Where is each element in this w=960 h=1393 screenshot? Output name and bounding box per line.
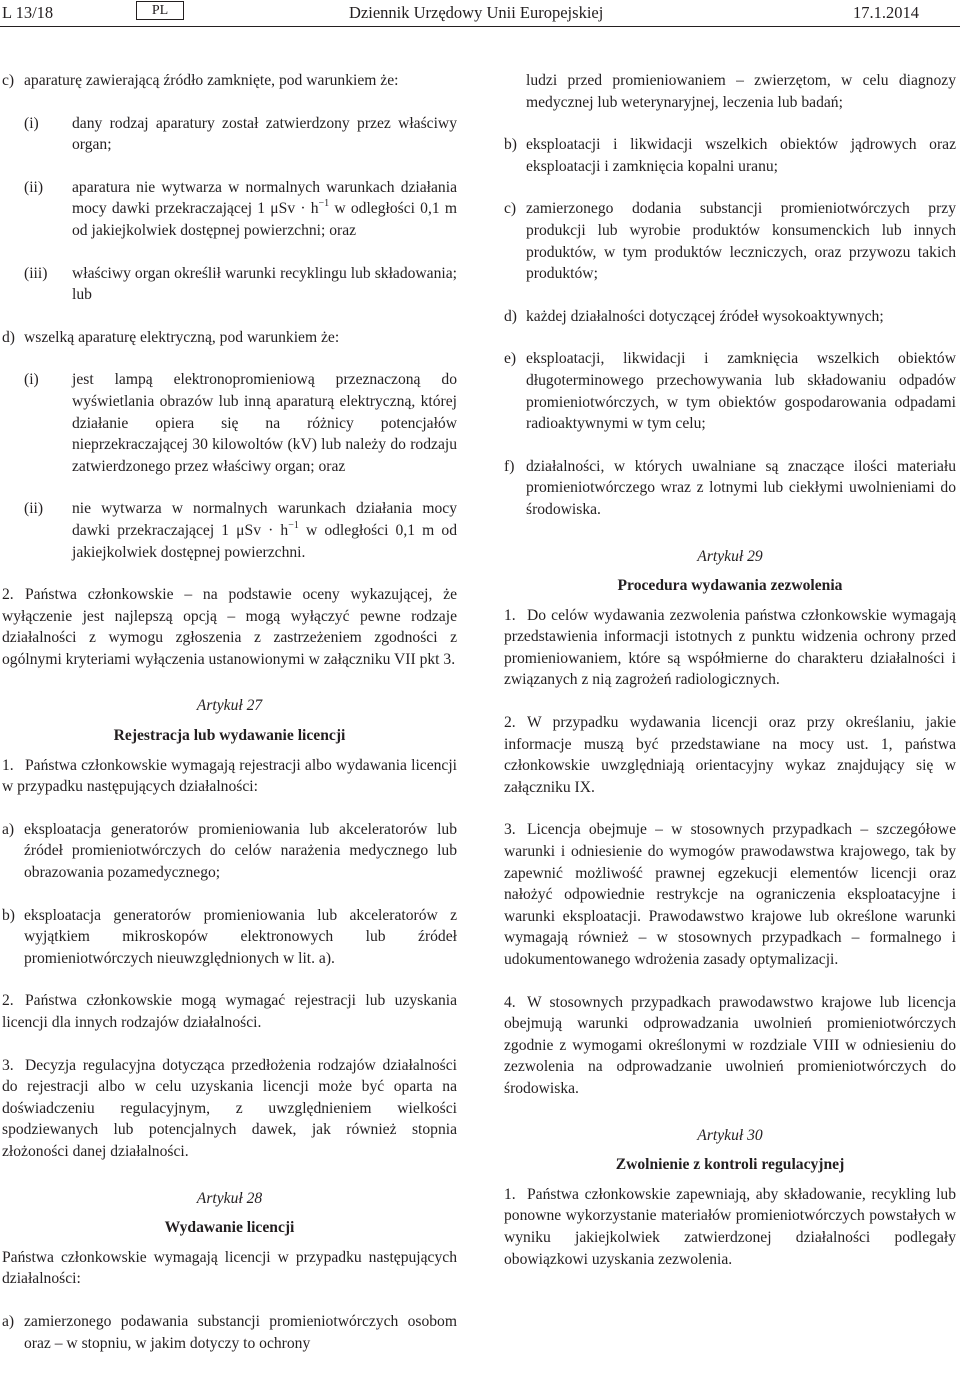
article-29-number: Artykuł 29 bbox=[697, 547, 763, 565]
item-text: eksploatacji, likwidacji i zamknięcia wszelkich obiektów długoterminowego przechowywania lub składowaniu odpadów promieniotwórczych, w tym obiektów gospodarowania odpadami radioaktywnymi w tym celu; bbox=[526, 350, 956, 433]
paragraph-text: Licencja obejmuje – w stosownych przypadkach – szczegółowe warunki i odniesienie do wymogów prawodawstwa krajowego, tak by zapewnić możliwość prawnej egzekucji elementów licencji oraz nałożyć odpowiednie restrykcje na ograniczenia eksploatacyjne i warunki eksploatacji. Prawodawstwo krajowe lub określone warunki wymagają również – w stosownych przypadkach – formalnego i udokumentowanego wdrożenia zasady optymalizacji. bbox=[504, 821, 956, 968]
exponent: −1 bbox=[288, 519, 299, 531]
right-column bbox=[504, 70, 956, 1270]
paragraph-text: Decyzja regulacyjna dotycząca przedłożenia rodzajów działalności do rejestracji albo w celu uzyskania licencji może być oparta na doświadczeniu regulacyjnym, z uwzględnieniem wielkości spodziewanych lub potencjalnych dawek, jak również stopnia złożoności danej działalności. bbox=[2, 1056, 457, 1160]
article-28-number: Artykuł 28 bbox=[196, 1189, 263, 1207]
article-27-paragraph-2 bbox=[2, 990, 457, 1033]
item-c bbox=[2, 70, 457, 92]
article-29-title: Procedura wydawania zezwolenia bbox=[617, 577, 843, 595]
page-header bbox=[0, 0, 960, 26]
article-30-paragraph-1 bbox=[504, 1184, 956, 1270]
article-29-paragraph-1 bbox=[504, 605, 956, 691]
subitem-text-cont: w odległości 0,1 m od jakiejkolwiek dostępnej powierzchni. bbox=[72, 521, 457, 561]
article-28-item-d bbox=[504, 306, 956, 328]
journal-title: Dziennik Urzędowy Unii Europejskiej bbox=[349, 3, 604, 22]
paragraph-number: 3. bbox=[2, 1056, 14, 1074]
article-29-paragraph-3 bbox=[504, 819, 956, 970]
article-28-item-a bbox=[2, 1311, 457, 1354]
subitem-label: (ii) bbox=[24, 178, 44, 196]
paragraph-text: W przypadku wydawania licencji oraz przy określaniu, jakie informacje muszą być przedstawiane na mocy ust. 1, państwa członkowskie uwzględniają orientacyjny wykaz znajdujący się w załączniku IX. bbox=[504, 714, 956, 796]
subitem-c-ii bbox=[24, 177, 457, 242]
article-27-item-a bbox=[2, 819, 457, 884]
item-text: działalności, w których uwalniane są znaczące ilości materiału promieniotwórczego wraz z lotnymi lub ciekłymi uwolnieniami do środowiska. bbox=[526, 457, 956, 518]
paragraph-number: 1. bbox=[2, 756, 14, 774]
header-rule bbox=[0, 26, 960, 27]
subitem-label: (i) bbox=[24, 114, 39, 132]
article-28-title: Wydawanie licencji bbox=[164, 1219, 295, 1237]
article-28-item-a-continued: ludzi przed promieniowaniem – zwierzętom, w celu diagnozy medycznej lub weterynaryjnej, leczenia lub badań; bbox=[526, 72, 956, 111]
item-text: wszelką aparaturę elektryczną, pod warunkiem że: bbox=[24, 328, 340, 346]
article-28-item-b bbox=[504, 134, 956, 177]
item-text: eksploatacja generatorów promieniowania lub akceleratorów lub źródeł promieniotwórczych do celów narażenia medycznego lub obrazowania pozamedycznego; bbox=[24, 820, 457, 882]
item-label: c) bbox=[504, 200, 517, 218]
subitem-label: (iii) bbox=[24, 264, 48, 282]
subitem-label: (ii) bbox=[24, 500, 44, 518]
article-27-number: Artykuł 27 bbox=[196, 697, 263, 715]
article-28-item-f bbox=[504, 456, 956, 521]
left-column bbox=[2, 70, 457, 1354]
article-28-item-c bbox=[504, 198, 956, 284]
subitem-text: jest lampą elektronopromieniową przeznaczoną do wyświetlania obrazów lub inną aparaturą elektryczną, której działanie opiera się na różnicy potencjałów nieprzekraczającej 30 kilowoltów (kV) lub należy do rodzaju zatwierdzonego przez właściwy organ; oraz bbox=[72, 371, 457, 475]
item-text: eksploatacji i likwidacji wszelkich obiektów jądrowych oraz eksploatacji i zamknięcia kopalni uranu; bbox=[526, 136, 956, 175]
article-27-paragraph-1 bbox=[2, 755, 457, 798]
item-label: a) bbox=[2, 820, 15, 838]
subitem-c-iii bbox=[24, 263, 457, 306]
article-28-intro: Państwa członkowskie wymagają licencji w przypadku następujących działalności: bbox=[2, 1248, 457, 1288]
subitem-text-cont: w odległości 0,1 m od jakiejkolwiek dostępnej powierzchni; oraz bbox=[72, 200, 457, 239]
paragraph-number: 1. bbox=[504, 1185, 516, 1203]
subitem-text: nie wytwarza w normalnych warunkach działania mocy dawki przekraczającej 1 μSv · h bbox=[72, 500, 457, 539]
publication-date: 17.1.2014 bbox=[853, 3, 919, 22]
paragraph-text: Państwa członkowskie zapewniają, aby składowanie, recykling lub ponowne wykorzystanie materiałów promieniotwórczych powstałych w wyniku jakiejkolwiek zatwierdzonej działalności podlegały obowiązkowi uzyskania zezwolenia. bbox=[504, 1185, 956, 1268]
exponent: −1 bbox=[318, 198, 330, 210]
item-label: d) bbox=[2, 328, 15, 346]
item-text: każdej działalności dotyczącej źródeł wysokoaktywnych; bbox=[526, 307, 884, 325]
item-text: aparaturę zawierającą źródło zamknięte, pod warunkiem że: bbox=[24, 72, 399, 89]
subitem-text: dany rodzaj aparatury został zatwierdzony przez właściwy organ; bbox=[72, 114, 457, 154]
subitem-label: (i) bbox=[24, 371, 39, 389]
article-27-title: Rejestracja lub wydawanie licencji bbox=[113, 727, 346, 745]
item-label: e) bbox=[504, 350, 517, 368]
language-badge: PL bbox=[136, 1, 184, 20]
item-text: zamierzonego dodania substancji promieniotwórczych przy produkcji lub wyrobie produktów konsumenckich lub innych produktów, w tym produktów leczniczych, oraz przywozu takich produktów; bbox=[526, 200, 956, 283]
subitem-text: aparatura nie wytwarza w normalnych warunkach działania mocy dawki przekraczającej 1 μSv · h bbox=[72, 178, 457, 218]
page-reference: L 13/18 bbox=[2, 3, 54, 22]
paragraph-text: Państwa członkowskie wymagają rejestracji albo wydawania licencji w przypadku następujących działalności: bbox=[2, 756, 457, 796]
paragraph-text: Państwa członkowskie mogą wymagać rejestracji lub uzyskania licencji dla innych rodzajów działalności. bbox=[2, 992, 457, 1031]
item-text: zamierzonego podawania substancji promieniotwórczych osobom oraz – w stopniu, w jakim dotyczy to ochrony bbox=[24, 1312, 457, 1352]
subitem-text: właściwy organ określił warunki recyklingu lub składowania; lub bbox=[72, 264, 457, 304]
paragraph-number: 4. bbox=[504, 993, 516, 1011]
paragraph-number: 2. bbox=[2, 992, 14, 1010]
subitem-d-ii bbox=[24, 498, 457, 563]
item-label: d) bbox=[504, 307, 517, 325]
article-27-paragraph-3 bbox=[2, 1055, 457, 1163]
item-label: b) bbox=[2, 906, 15, 924]
article-29-paragraph-2 bbox=[504, 712, 956, 798]
item-d bbox=[2, 327, 457, 349]
paragraph-2 bbox=[2, 584, 457, 670]
item-text: eksploatacja generatorów promieniowania lub akceleratorów z wyjątkiem mikroskopów elektronowych lub źródeł promieniotwórczych nieuwzględnionych w lit. a). bbox=[24, 906, 457, 967]
paragraph-number: 3. bbox=[504, 821, 516, 839]
article-30-number: Artykuł 30 bbox=[697, 1126, 763, 1144]
item-label: c) bbox=[2, 72, 15, 89]
item-label: f) bbox=[504, 457, 515, 475]
paragraph-number: 2. bbox=[504, 714, 516, 732]
subitem-d-i bbox=[24, 369, 457, 477]
paragraph-text: W stosownych przypadkach prawodawstwo krajowe lub licencja obejmują warunki odprowadzania uwolnień promieniotwórczych zgodnie z wymogami określonymi w rozdziale VIII w odniesieniu do zezwolenia na odprowadzanie uwolnień promieniotwórczych do środowiska. bbox=[504, 993, 956, 1097]
paragraph-number: 1. bbox=[504, 606, 516, 624]
item-label: a) bbox=[2, 1312, 15, 1330]
article-30-title: Zwolnienie z kontroli regulacyjnej bbox=[615, 1156, 845, 1174]
paragraph-text: Do celów wydawania zezwolenia państwa członkowskie wymagają przedstawienia informacji istotnych z punktu widzenia ochrony przed promieniowaniem, które są współmierne do charakteru działalności i związanych z nią zagrożeń radiologicznych. bbox=[504, 606, 956, 689]
article-29-paragraph-4 bbox=[504, 992, 956, 1100]
paragraph-number: 2. bbox=[2, 586, 14, 604]
paragraph-text: Państwa członkowskie – na podstawie oceny wykazującej, że wyłączenie jest najlepszą opcją – mogą wyłączyć pewne rodzaje działalności z wymogu zgłoszenia z zastrzeżeniem zgodności z ogólnymi kryteriami wyłączenia ustanowionymi w załączniku VII pkt 3. bbox=[2, 586, 457, 668]
subitem-c-i bbox=[24, 113, 457, 156]
article-28-item-e bbox=[504, 348, 956, 434]
article-27-item-b bbox=[2, 905, 457, 970]
item-label: b) bbox=[504, 136, 517, 154]
